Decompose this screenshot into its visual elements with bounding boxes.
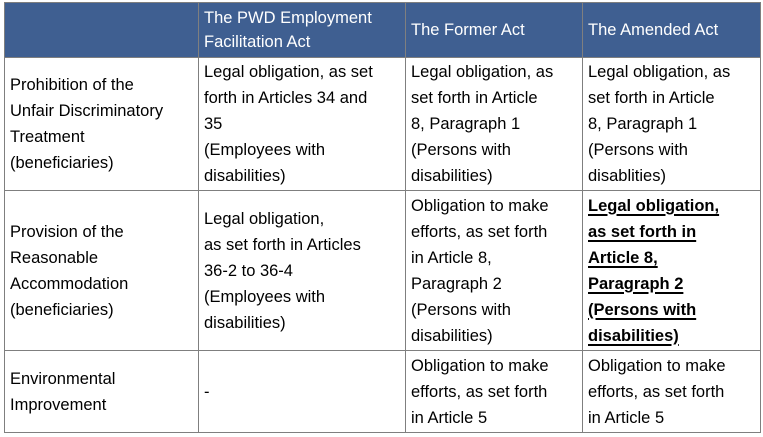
header-former-act [406,3,583,58]
header-row [5,3,761,58]
row-label-cell [5,351,199,433]
cell-line: 8, Paragraph 1 [411,115,521,133]
header-amended-act [583,3,761,58]
cell-line: Unfair Discriminatory [10,102,164,120]
cell-line: (Persons with [588,141,688,159]
cell-line: - [204,382,210,401]
former-act-cell [406,351,583,433]
cell-line: set forth in Article [411,89,538,107]
cell-line: Obligation to make [411,356,549,375]
cell-line: disabilities) [411,326,493,345]
amended-act-cell [583,58,761,191]
cell-line: (Employees with [204,141,326,159]
cell-line: Legal obligation, [204,209,325,228]
pwd-act-cell [199,351,406,433]
cell-line: (Employees with [204,287,326,306]
cell-line: Environmental [10,369,116,388]
cell-line: 36-2 to 36-4 [204,261,293,280]
amended-act-cell-highlight [583,191,761,351]
cell-line: Legal obligation, [588,196,720,215]
cell-line: 35 [204,115,223,133]
header-pwd-act [199,3,406,58]
table-row-environment [5,351,761,433]
cell-line: disabilities) [204,167,286,185]
cell-line: in Article 5 [411,408,488,427]
cell-line: disabilities) [588,326,679,345]
cell-line: Reasonable [10,248,99,267]
amended-act-cell [583,351,761,433]
cell-line: (beneficiaries) [10,154,114,172]
cell-line: Paragraph 2 [411,274,502,293]
cell-line: Legal obligation, as [588,63,731,81]
cell-line: Article 8, [588,248,658,267]
cell-line: in Article 8, [411,248,492,267]
cell-line: Treatment [10,128,85,146]
cell-line: Accommodation [10,274,129,293]
cell-line: Obligation to make [588,356,726,375]
cell-line: as set forth in [588,222,697,241]
row-label-cell [5,58,199,191]
cell-line: (Persons with [411,300,511,319]
former-act-cell [406,191,583,351]
header-pwd-act-line: The PWD Employment [204,9,372,27]
cell-line: Prohibition of the [10,76,134,94]
cell-line: efforts, as set forth [411,222,548,241]
cell-line: disabilities) [411,167,493,185]
cell-line: (beneficiaries) [10,300,114,319]
pwd-act-cell [199,191,406,351]
cell-line: Improvement [10,395,107,414]
header-amended-act-label: The Amended Act [588,21,719,39]
header-pwd-act-line: Facilitation Act [204,33,311,51]
cell-line: set forth in Article [588,89,715,107]
cell-line: in Article 5 [588,408,665,427]
cell-line: (Persons with [588,300,697,319]
cell-line: as set forth in Articles [204,235,361,254]
comparison-table [4,2,761,433]
cell-line: forth in Articles 34 and [204,89,368,107]
cell-line: efforts, as set forth [411,382,548,401]
table-row-prohibition [5,58,761,191]
cell-line: Legal obligation, as [411,63,554,81]
cell-line: disablities) [588,167,666,185]
cell-line: (Persons with [411,141,511,159]
row-label-cell [5,191,199,351]
cell-line: disabilities) [204,313,286,332]
cell-line: 8, Paragraph 1 [588,115,698,133]
former-act-cell [406,58,583,191]
header-corner-cell [5,3,199,58]
header-former-act-label: The Former Act [411,21,525,39]
cell-line: Paragraph 2 [588,274,684,293]
cell-line: Provision of the [10,222,124,241]
table-row-accommodation [5,191,761,351]
cell-line: Legal obligation, as set [204,63,373,81]
cell-line: efforts, as set forth [588,382,725,401]
pwd-act-cell [199,58,406,191]
cell-line: Obligation to make [411,196,549,215]
